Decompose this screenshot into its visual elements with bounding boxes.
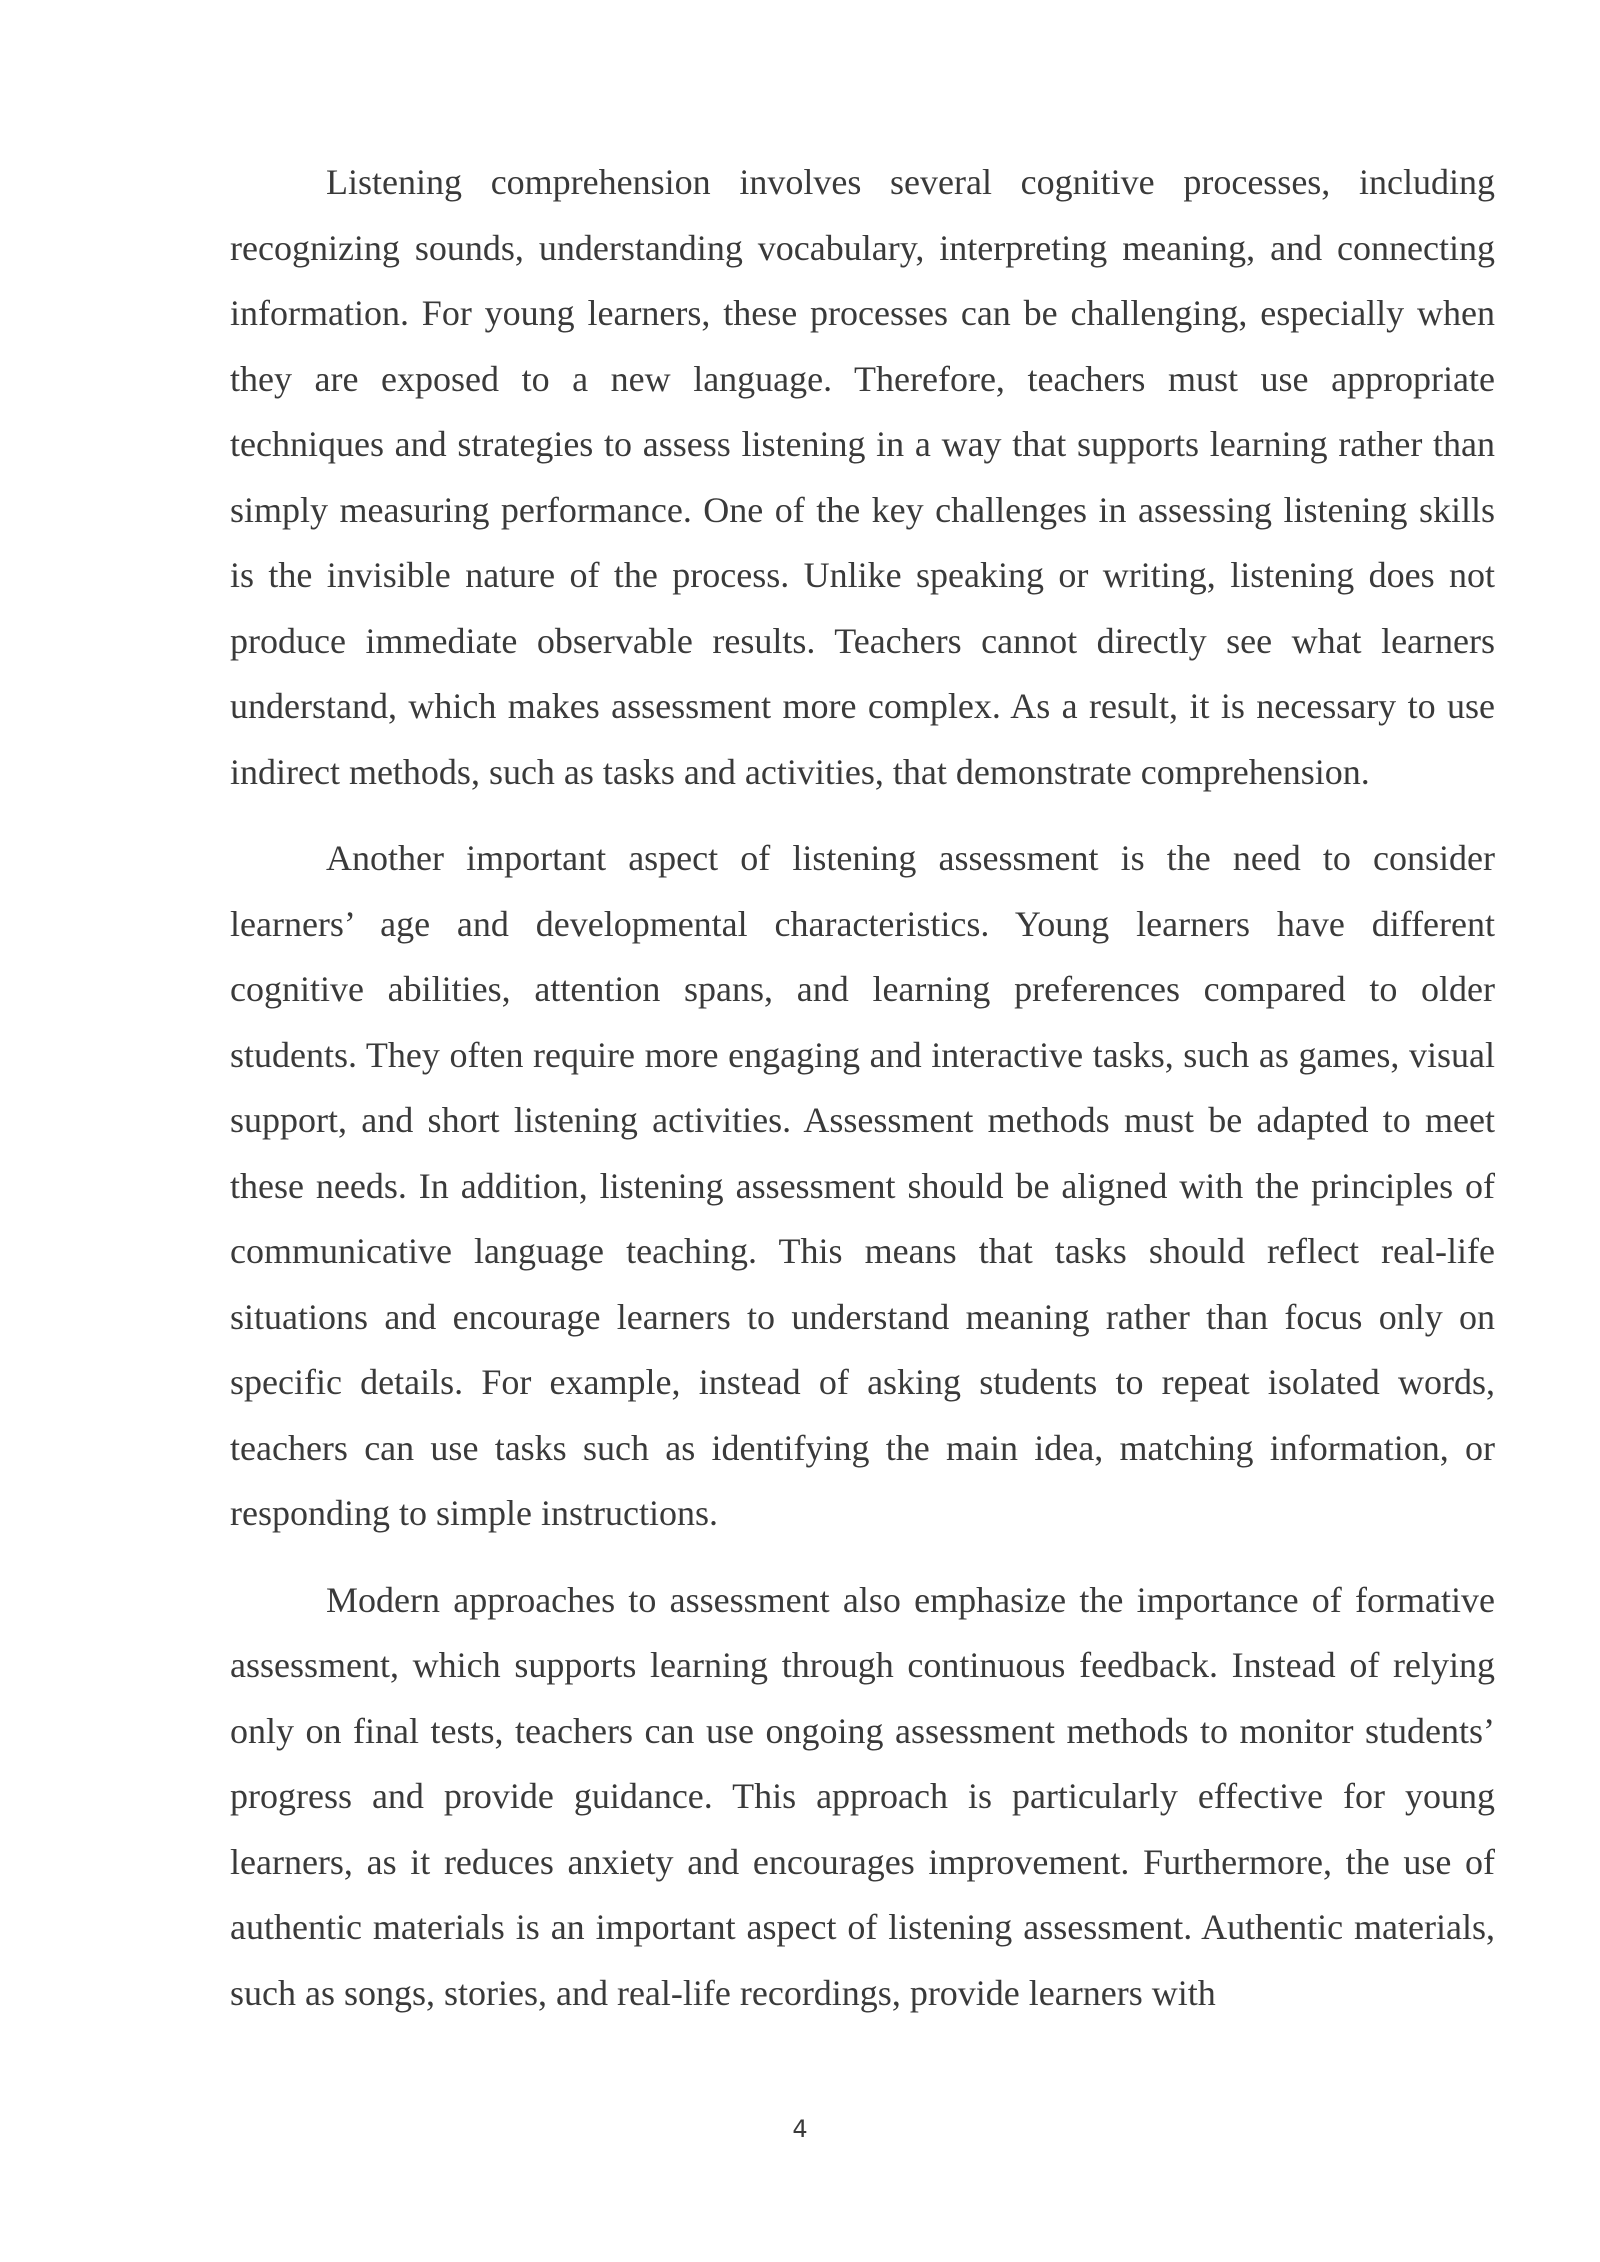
page-number: 4 [792,2115,808,2143]
body-text [230,150,1495,2047]
paragraph-3: Modern approaches to assessment also emphasize the importance of formative assessment, which supports learning through continuous feedback. Instead of relying only on final tests, teachers can use ongoing assessment methods to monitor students’ progress and provide guidance. This approach is particularly effective for young learners, as it reduces anxiety and encourages improvement. Furthermore, the use of authentic materials is an important aspect of listening assessment. Authentic materials, such as songs, stories, and real-life recordings, provide learners with [230,1579,1495,2013]
paragraph-2: Another important aspect of listening assessment is the need to consider learners’ age and developmental characteristics. Young learners have different cognitive abilities, attention spans, and learning preferences compared to older students. They often require more engaging and interactive tasks, such as games, visual support, and short listening activities. Assessment methods must be adapted to meet these needs. In addition, listening assessment should be aligned with the principles of communicative language teaching. This means that tasks should reflect real-life situations and encourage learners to understand meaning rather than focus only on specific details. For example, instead of asking students to repeat isolated words, teachers can use tasks such as identifying the main idea, matching information, or responding to simple instructions. [230,838,1495,1533]
paragraph-1: Listening comprehension involves several cognitive processes, including recognizing sounds, understanding vocabulary, interpreting meaning, and connecting information. For young learners, these processes can be challenging, especially when they are exposed to a new language. Therefore, teachers must use appropriate techniques and strategies to assess listening in a way that supports learning rather than simply measuring performance. One of the key challenges in assessing listening skills is the invisible nature of the process. Unlike speaking or writing, listening does not produce immediate observable results. Teachers cannot directly see what learners understand, which makes assessment more complex. As a result, it is necessary to use indirect methods, such as tasks and activities, that demonstrate comprehension. [230,162,1495,792]
